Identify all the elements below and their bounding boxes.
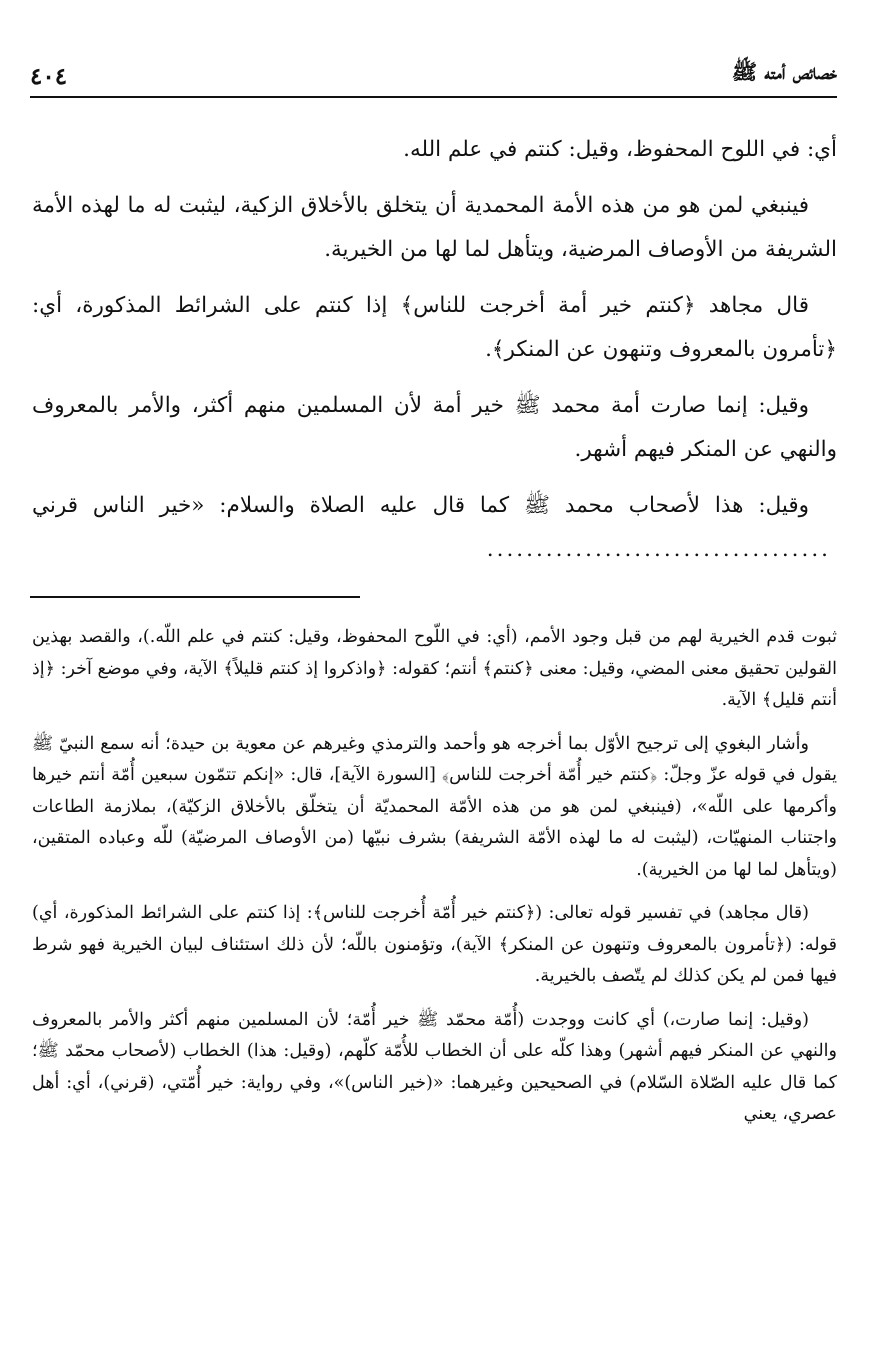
commentary-paragraph: وأشار البغوي إلى ترجيح الأوّل بما أخرجه هو وأحمد والترمذي وغيرهم عن معوية بن حيدة؛ أنه سمع النبيّ ﷺ يقول في قوله عزّ وجلّ: ﴿كنتم خير أُمّة أخرجت للناس﴾ [السورة الآية]، قال: «إنكم تتمّون سبعين أُمّة أنتم خيرها وأكرمها على اللّه»، (فينبغي لمن هو من هذه الأمّة المحمديّة أن يتخلّق بالأخلاق الزكيّة)، بملازمة الطاعات واجتناب المنهيّات، (ليثبت له ما لهذه الأمّة الشريفة) بشرف نبيّها (من الأوصاف المرضيّة) للّه وعباده المتقين، (ويتأهل لما لها من الخيرية). xyxy=(32,733,837,880)
main-paragraph-with-ellipsis xyxy=(32,484,837,572)
main-paragraph: وقيل: إنما صارت أمة محمد ﷺ خير أمة لأن المسلمين منهم أكثر، والأمر بالمعروف والنهي عن المنكر فيهم أشهر. xyxy=(32,393,837,462)
commentary-paragraph: (وقيل: إنما صارت،) أي كانت ووجدت (أُمّة محمّد ﷺ خير أُمّة؛ لأن المسلمين منهم أكثر والأمر بالمعروف والنهي عن المنكر فيهم أشهر) وهذا كلّه على أن الخطاب للأُمّة كلّهم، (وقيل: هذا) الخطاب (لأصحاب محمّد ﷺ؛ كما قال عليه الصّلاة السّلام) في الصحيحين وغيرهما: «(خير الناس)»، وفي رواية: خير أُمّتي، (قرني)، أي: أهل عصري، يعني xyxy=(32,1009,837,1124)
running-title: خصائص أمته ﷺ xyxy=(731,59,837,84)
page-number: ٤٠٤ xyxy=(30,63,68,90)
commentary-paragraph: (قال مجاهد) في تفسير قوله تعالى: (﴿كنتم خير أُمّة أُخرجت للناس﴾: إذا كنتم على الشرائط المذكورة، أي) قوله: (﴿تأمرون بالمعروف وتنهون عن المنكر﴾ الآية)، وتؤمنون باللّه؛ لأن ذلك استئناف لبيان الخيرية فهو شرط فيها فمن لم يكن كذلك لم يتّصف بالخيرية. xyxy=(32,903,837,986)
main-paragraph: قال مجاهد ﴿كنتم خير أمة أخرجت للناس﴾ إذا كنتم على الشرائط المذكورة، أي: ﴿تأمرون بالمعروف وتنهون عن المنكر﴾. xyxy=(32,293,837,362)
footnote-separator xyxy=(30,596,360,598)
commentary-paragraph: ثبوت قدم الخيرية لهم من قبل وجود الأمم، (أي: في اللّوح المحفوظ، وقيل: كنتم في علم اللّه.)، والقصد بهذين القولين تحقيق معنى المضي، وقيل: معنى ﴿كنتم﴾ أنتم؛ كقوله: ﴿واذكروا إذ كنتم قليلاً﴾ الآية، وفي موضع آخر: ﴿إذ أنتم قليل﴾ الآية. xyxy=(32,627,837,710)
running-header xyxy=(30,58,837,98)
main-paragraph: أي: في اللوح المحفوظ، وقيل: كنتم في علم الله. xyxy=(403,137,837,162)
main-paragraph: وقيل: هذا لأصحاب محمد ﷺ كما قال عليه الصلاة والسلام: «خير الناس قرني xyxy=(32,493,809,518)
main-text-block xyxy=(32,128,837,584)
main-paragraph: فينبغي لمن هو من هذه الأمة المحمدية أن يتخلق بالأخلاق الزكية، ليثبت له ما لهذه الأمة الشريفة من الأوصاف المرضية، ويتأهل لما لها من الخيرية. xyxy=(32,193,837,262)
continuation-dots: ................................... xyxy=(486,537,831,562)
commentary-block xyxy=(32,622,837,1143)
